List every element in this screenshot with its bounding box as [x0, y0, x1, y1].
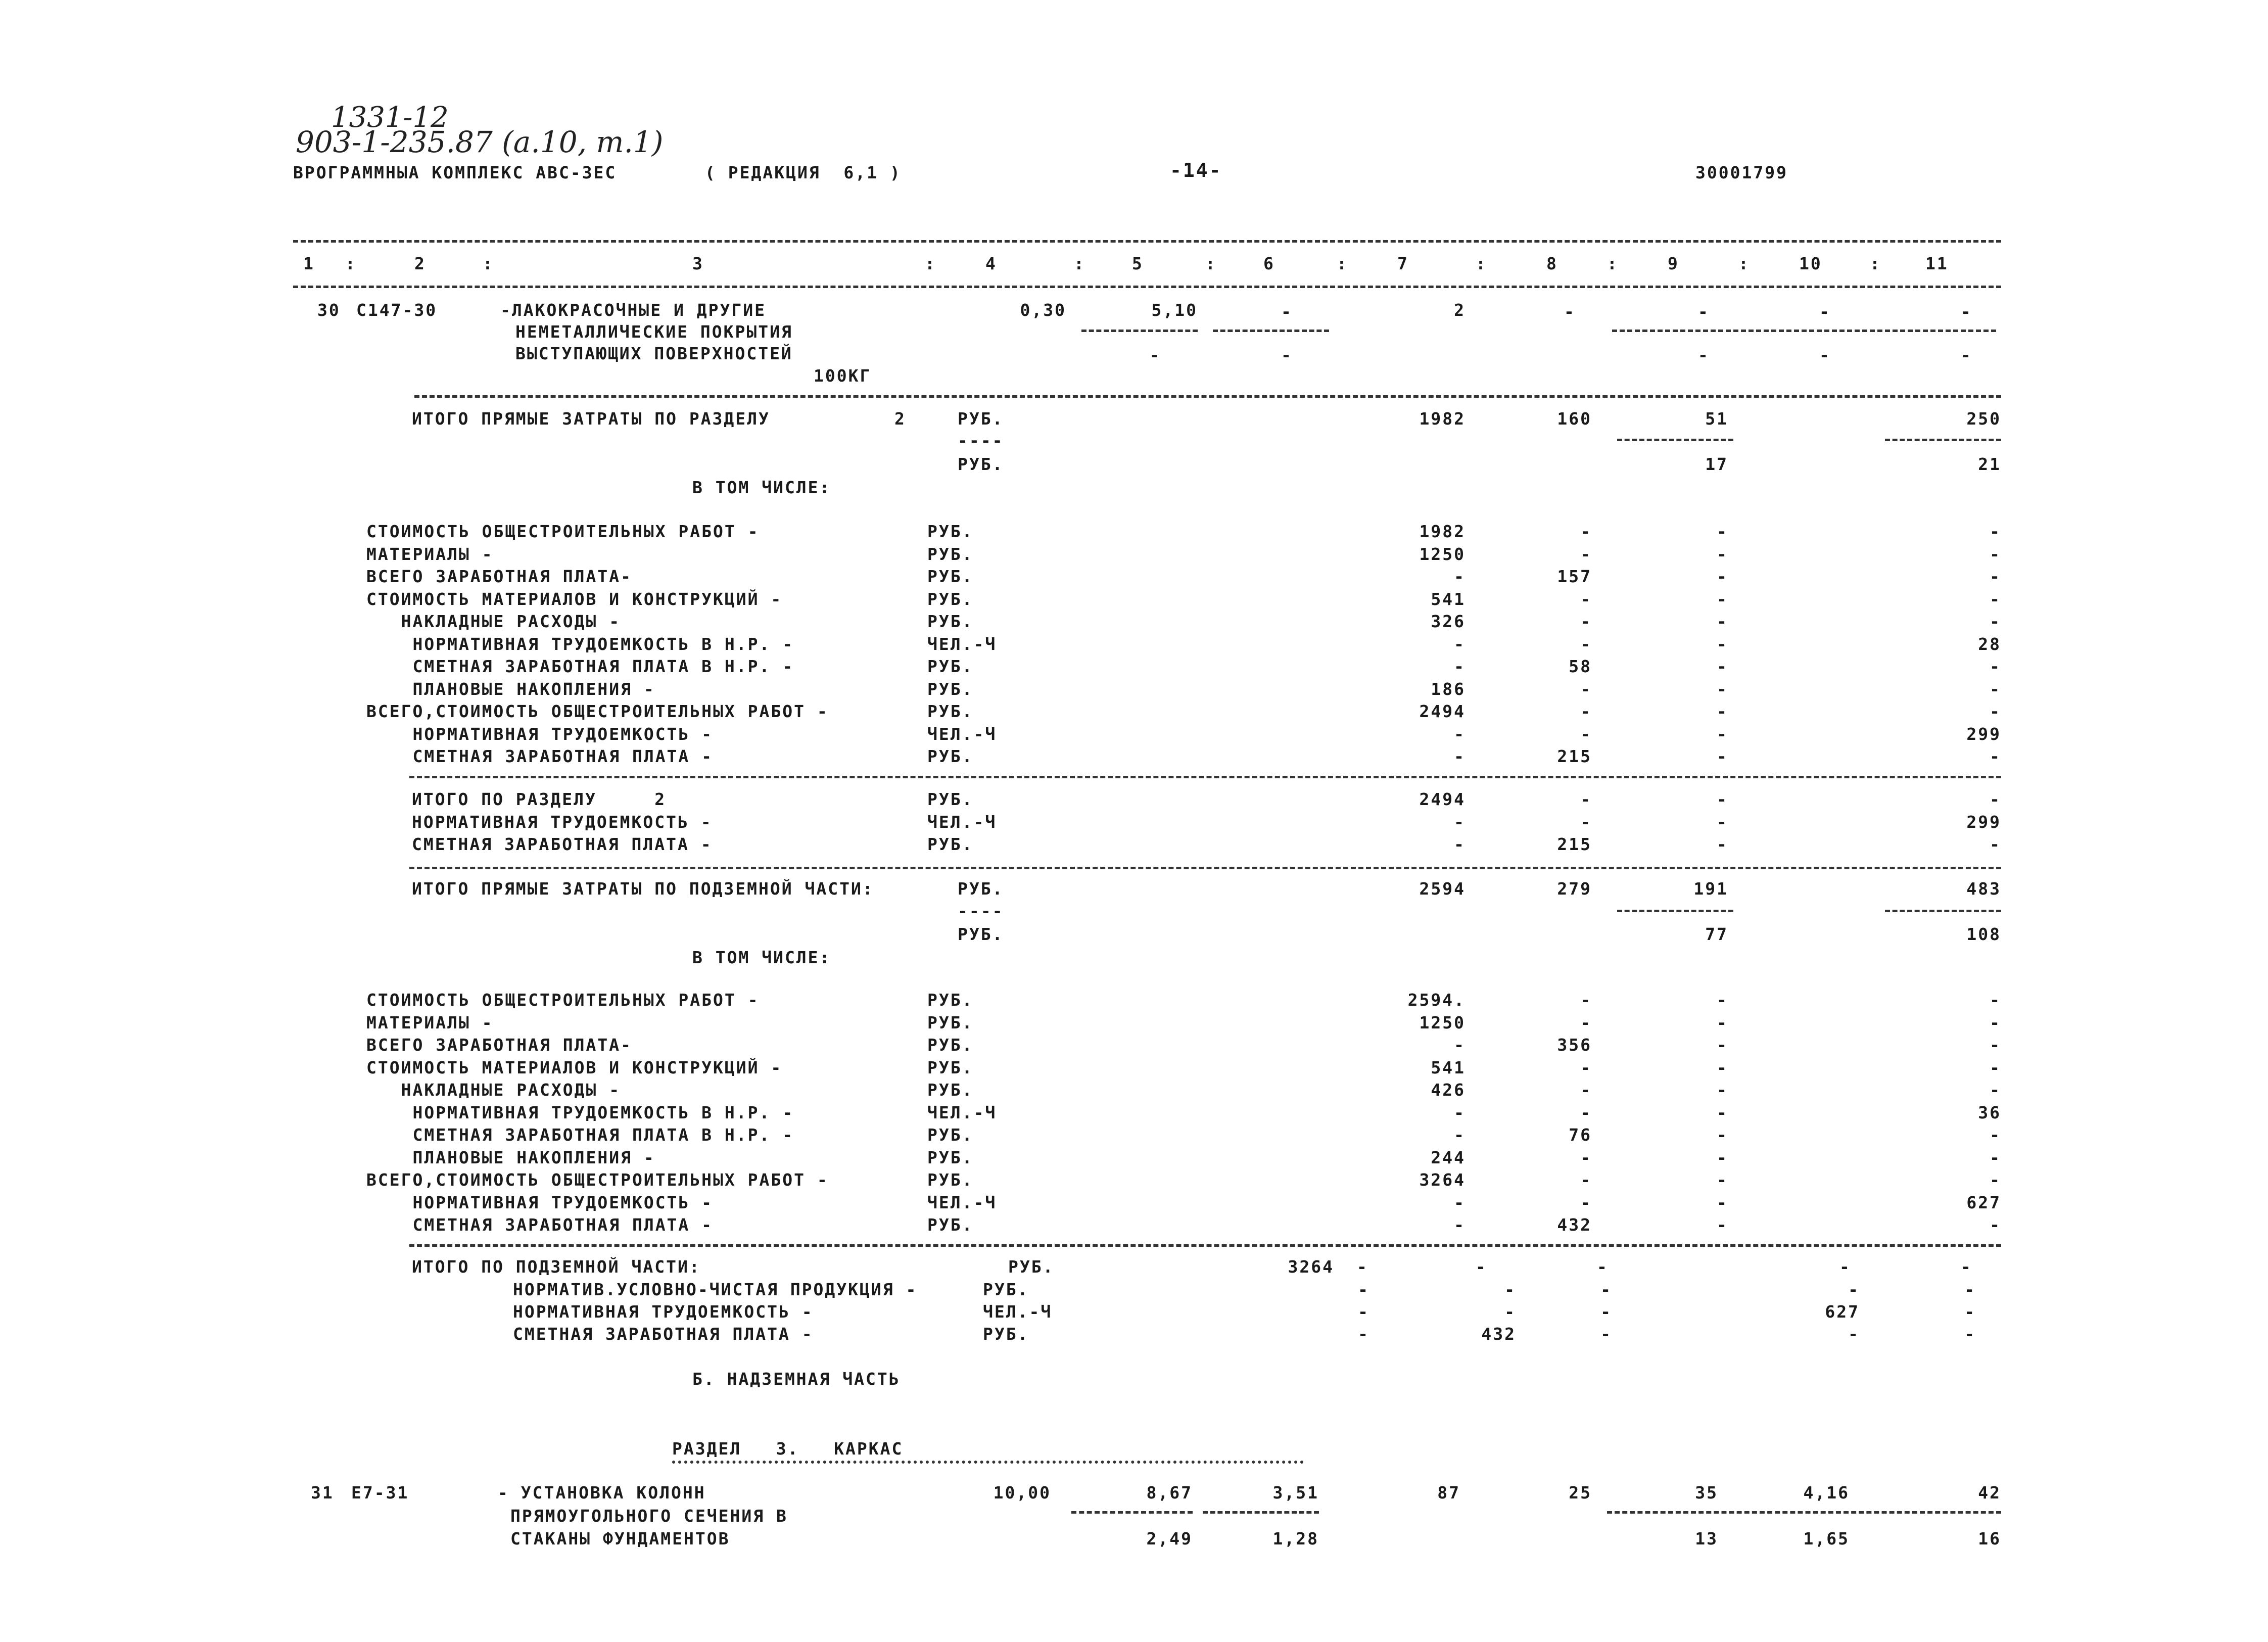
row-unit: РУБ.	[927, 1035, 974, 1055]
cell-col8: 25	[1569, 1483, 1592, 1503]
cell-col7: 2	[1454, 300, 1466, 320]
cell-col9: -	[1717, 1125, 1728, 1145]
cell-col11: -	[1990, 1057, 2001, 1077]
cell-col9: -	[1600, 1302, 1612, 1322]
dashes: ----	[958, 901, 1004, 921]
column-header: 9	[1668, 254, 1679, 273]
cell-col7: -	[1454, 634, 1466, 654]
cell-col10: -	[1839, 1257, 1851, 1277]
cell-col6: 3264	[1288, 1257, 1334, 1277]
cell-col8: -	[1580, 724, 1592, 744]
column-header: 6	[1263, 254, 1275, 273]
split-rule	[1213, 330, 1329, 332]
cell-col9: -	[1717, 612, 1728, 631]
cell-col11: 250	[1966, 409, 2001, 429]
cell-col11: -	[1990, 834, 2001, 854]
section-rule	[409, 776, 2001, 778]
cell-col8: 76	[1569, 1125, 1592, 1145]
split-rule	[1885, 439, 2001, 441]
cell-col11: 28	[1978, 634, 2001, 654]
cell-col7: -	[1357, 1257, 1368, 1277]
cell-col9: -	[1717, 656, 1728, 676]
cell-col11: -	[1990, 701, 2001, 721]
cell-col11: 42	[1978, 1483, 2001, 1503]
underground-total-label: ИТОГО ПРЯМЫЕ ЗАТРАТЫ ПО ПОДЗЕМНОЙ ЧАСТИ:	[412, 879, 874, 899]
row-unit: РУБ.	[927, 789, 974, 809]
row-unit: 100КГ	[814, 366, 872, 386]
handwritten-sheet-number: 1331-12	[331, 101, 449, 134]
cell-col6: -	[1281, 302, 1291, 321]
cell-col11: -	[1990, 679, 2001, 699]
row-code: Е7-31	[351, 1483, 409, 1503]
row-label: СМЕТНАЯ ЗАРАБОТНАЯ ПЛАТА -	[366, 1215, 714, 1235]
cell-col8: 157	[1557, 567, 1592, 586]
cell-col11: 36	[1978, 1102, 2001, 1122]
row-unit: РУБ.	[927, 1125, 974, 1145]
cell-col10: -	[1848, 1324, 1860, 1344]
row-unit: РУБ.	[927, 990, 974, 1010]
cell-col9: -	[1717, 746, 1728, 766]
dashes: ----	[958, 431, 1004, 450]
cell-col9: -	[1717, 679, 1728, 699]
row-unit: РУБ.	[927, 612, 974, 631]
cell-col11: 627	[1966, 1192, 2001, 1212]
cell-col9: -	[1717, 990, 1728, 1010]
split-rule	[1617, 439, 1733, 441]
cell-col9: -	[1717, 834, 1728, 854]
row-label: ПЛАНОВЫЕ НАКОПЛЕНИЯ -	[366, 1147, 655, 1167]
cell-col8: 432	[1481, 1324, 1516, 1344]
cell-col9: -	[1717, 1147, 1728, 1167]
row-label: СМЕТНАЯ ЗАРАБОТНАЯ ПЛАТА -	[412, 834, 713, 854]
cell-col8: 160	[1557, 409, 1592, 429]
cell-col11: -	[1990, 1080, 2001, 1100]
cell-col11: 299	[1966, 812, 2001, 832]
cell-col8: -	[1580, 701, 1592, 721]
column-separator: :	[345, 254, 357, 273]
cell-col11: 16	[1978, 1529, 2001, 1549]
row-label: СТОИМОСТЬ МАТЕРИАЛОВ И КОНСТРУКЦИЙ -	[366, 1057, 783, 1077]
cell-col9: -	[1717, 544, 1728, 564]
cell-col9: -	[1717, 1192, 1728, 1212]
cell-col8: -	[1476, 1257, 1487, 1277]
cell-col7: -	[1454, 1192, 1466, 1212]
column-header: 4	[985, 254, 997, 273]
cell-col11: -	[1990, 1170, 2001, 1190]
cell-col11: -	[1990, 1035, 2001, 1055]
column-separator: :	[1337, 254, 1348, 273]
cell-col7: -	[1358, 1324, 1369, 1344]
cell-col11: -	[1990, 1147, 2001, 1167]
row-unit: РУБ.	[983, 1280, 1029, 1299]
column-header: 1	[303, 254, 315, 273]
cell-col7: -	[1454, 746, 1466, 766]
cell-col9: -	[1600, 1280, 1612, 1299]
cell-col8: -	[1580, 1102, 1592, 1122]
cell-col7: 426	[1431, 1080, 1466, 1100]
row-unit: РУБ.	[927, 1012, 974, 1033]
cell-col9: -	[1717, 567, 1728, 586]
row-unit: РУБ.	[927, 679, 974, 699]
cell-col8: 356	[1557, 1035, 1592, 1055]
split-rule	[1203, 1511, 1319, 1514]
row-label: ВСЕГО ЗАРАБОТНАЯ ПЛАТА-	[366, 567, 632, 586]
cell-col11: 299	[1966, 724, 2001, 744]
split-rule	[1071, 1511, 1193, 1514]
cell-col7: 244	[1431, 1147, 1466, 1167]
row-label: СТОИМОСТЬ ОБЩЕСТРОИТЕЛЬНЫХ РАБОТ -	[366, 522, 760, 541]
cell-col11: -	[1990, 1012, 2001, 1033]
cell-col9: -	[1717, 1035, 1728, 1055]
cell-col9: -	[1600, 1324, 1612, 1344]
row-unit: РУБ.	[927, 656, 974, 676]
cell-col7: -	[1358, 1280, 1369, 1299]
section-total-label: ИТОГО ПРЯМЫЕ ЗАТРАТЫ ПО РАЗДЕЛУ	[412, 409, 770, 429]
section-double-rule	[672, 1461, 1304, 1464]
subheading: В ТОМ ЧИСЛЕ:	[692, 948, 831, 967]
row-unit: РУБ.	[927, 567, 974, 586]
unit: РУБ.	[958, 879, 1004, 899]
cell-col11: -	[1990, 567, 2001, 586]
split-rule	[1617, 910, 1733, 912]
cell-col9: -	[1717, 634, 1728, 654]
cell-col7: 186	[1431, 679, 1466, 699]
column-header: 5	[1132, 254, 1144, 273]
column-header: 10	[1799, 254, 1822, 273]
document-code: 30001799	[1695, 163, 1788, 182]
row-code: С147-30	[356, 300, 438, 320]
row-unit: РУБ.	[927, 1057, 974, 1077]
row-label: НОРМАТИВНАЯ ТРУДОЕМКОСТЬ -	[366, 724, 714, 744]
cell-col9: 77	[1705, 924, 1728, 944]
table-header-rule	[293, 286, 2001, 288]
cell-col7: 326	[1431, 612, 1466, 631]
row-label: ВСЕГО,СТОИМОСТЬ ОБЩЕСТРОИТЕЛЬНЫХ РАБОТ -	[366, 701, 829, 721]
cell-col7: 1250	[1419, 544, 1466, 564]
cell-col7: 87	[1437, 1483, 1460, 1503]
row-unit: РУБ.	[927, 701, 974, 721]
cell-col7: -	[1454, 1035, 1466, 1055]
column-header: 8	[1546, 254, 1558, 273]
cell-col11: -	[1990, 1125, 2001, 1145]
cell-col10: 4,16	[1803, 1483, 1850, 1503]
cell-col11: -	[1990, 746, 2001, 766]
row-label: МАТЕРИАЛЫ -	[366, 1012, 494, 1033]
row-number: 31	[311, 1483, 334, 1503]
column-separator: :	[1074, 254, 1085, 273]
cell-col9: 51	[1705, 409, 1728, 429]
cell-col7: 541	[1431, 1057, 1466, 1077]
section-rule	[409, 867, 2001, 869]
row-label: НОРМАТИВНАЯ ТРУДОЕМКОСТЬ В Н.Р. -	[366, 634, 794, 654]
cell-col6: 1,28	[1272, 1529, 1319, 1549]
row-label: СТОИМОСТЬ ОБЩЕСТРОИТЕЛЬНЫХ РАБОТ -	[366, 990, 760, 1010]
cell-col11: -	[1990, 990, 2001, 1010]
cell-col8: -	[1580, 634, 1592, 654]
cell-col11: -	[1990, 544, 2001, 564]
cell-col11: -	[1961, 302, 1971, 321]
column-separator: :	[925, 254, 936, 273]
split-rule	[1607, 1511, 2001, 1514]
cell-col4: 0,30	[1020, 300, 1066, 320]
cell-col8: 58	[1569, 656, 1592, 676]
program-name: ВРОГРАММНЫА КОМПЛЕКС АВС-3ЕС	[293, 163, 617, 182]
row-unit: РУБ.	[927, 522, 974, 541]
row-label: НОРМАТИВНАЯ ТРУДОЕМКОСТЬ -	[412, 812, 713, 832]
row-unit: РУБ.	[927, 544, 974, 564]
table-top-rule	[293, 240, 2001, 243]
cell-col5-lower: -	[1150, 345, 1160, 365]
cell-col8: 279	[1557, 879, 1592, 899]
cell-col7: 2494	[1419, 789, 1466, 809]
unit: РУБ.	[1008, 1257, 1055, 1277]
column-header: 7	[1397, 254, 1409, 273]
cell-col11: -	[1964, 1324, 1976, 1344]
column-separator: :	[1738, 254, 1750, 273]
cell-col11: -	[1964, 1280, 1976, 1299]
cell-col11: 483	[1966, 879, 2001, 899]
cell-col9: -	[1717, 701, 1728, 721]
cell-col5: 8,67	[1146, 1483, 1193, 1503]
cell-col8: -	[1580, 1170, 1592, 1190]
row-unit: РУБ.	[927, 589, 974, 609]
row-label: СТОИМОСТЬ МАТЕРИАЛОВ И КОНСТРУКЦИЙ -	[366, 589, 783, 609]
cell-col9: -	[1717, 522, 1728, 541]
row-label: НАКЛАДНЫЕ РАСХОДЫ -	[366, 1080, 621, 1100]
column-separator: :	[1205, 254, 1217, 273]
row-description: -ЛАКОКРАСОЧНЫЕ И ДРУГИЕ	[500, 300, 766, 320]
cell-col9: -	[1597, 1257, 1609, 1277]
section-rule	[409, 1244, 2001, 1247]
cell-col9: -	[1717, 1057, 1728, 1077]
row-unit: РУБ.	[927, 834, 974, 854]
row-label: НОРМАТИВ.УСЛОВНО-ЧИСТАЯ ПРОДУКЦИЯ -	[513, 1280, 918, 1299]
row-unit: ЧЕЛ.-Ч	[927, 812, 997, 832]
cell-col8: -	[1580, 522, 1592, 541]
cell-col8: 432	[1557, 1215, 1592, 1235]
section-rule	[414, 395, 2001, 398]
section-number: 2	[894, 409, 906, 429]
cell-col5: 5,10	[1151, 300, 1198, 320]
cell-col8: -	[1580, 789, 1592, 809]
column-header: 3	[692, 254, 704, 273]
row-description: - УСТАНОВКА КОЛОНН	[498, 1483, 706, 1503]
row-description: ВЫСТУПАЮЩИХ ПОВЕРХНОСТЕЙ	[515, 344, 793, 363]
row-unit: ЧЕЛ.-Ч	[927, 724, 997, 744]
row-unit: ЧЕЛ.-Ч	[927, 634, 997, 654]
row-label: НОРМАТИВНАЯ ТРУДОЕМКОСТЬ В Н.Р. -	[366, 1102, 794, 1122]
cell-col9: -	[1717, 589, 1728, 609]
row-unit: РУБ.	[983, 1324, 1029, 1344]
cell-col11: -	[1990, 612, 2001, 631]
part-title: Б. НАДЗЕМНАЯ ЧАСТЬ	[692, 1369, 901, 1389]
cell-col11: -	[1990, 656, 2001, 676]
cell-col11: -	[1990, 789, 2001, 809]
row-label: СМЕТНАЯ ЗАРАБОТНАЯ ПЛАТА -	[366, 746, 714, 766]
cell-col10-lower: -	[1819, 345, 1829, 365]
row-label: СМЕТНАЯ ЗАРАБОТНАЯ ПЛАТА В Н.Р. -	[366, 656, 794, 676]
cell-col7: -	[1454, 1102, 1466, 1122]
cell-col8: 215	[1557, 834, 1592, 854]
cell-col10: 1,65	[1803, 1529, 1850, 1549]
column-separator: :	[1870, 254, 1881, 273]
cell-col8: -	[1580, 1057, 1592, 1077]
row-label: ВСЕГО,СТОИМОСТЬ ОБЩЕСТРОИТЕЛЬНЫХ РАБОТ -	[366, 1170, 829, 1190]
cell-col7: -	[1454, 567, 1466, 586]
cell-col9: -	[1717, 789, 1728, 809]
column-separator: :	[483, 254, 494, 273]
cell-col7: -	[1454, 812, 1466, 832]
column-separator: :	[1476, 254, 1487, 273]
row-label: НАКЛАДНЫЕ РАСХОДЫ -	[366, 612, 621, 631]
cell-col10: -	[1819, 302, 1829, 321]
row-unit: ЧЕЛ.-Ч	[927, 1102, 997, 1122]
subheading: В ТОМ ЧИСЛЕ:	[692, 478, 831, 497]
cell-col6: 3,51	[1272, 1483, 1319, 1503]
cell-col7: 541	[1431, 589, 1466, 609]
cell-col6-lower: -	[1281, 345, 1291, 365]
cell-col8: 215	[1557, 746, 1592, 766]
row-label: ИТОГО ПО РАЗДЕЛУ 2	[412, 789, 667, 809]
cell-col9: 13	[1695, 1529, 1718, 1549]
row-unit: РУБ.	[927, 1170, 974, 1190]
column-header: 2	[414, 254, 426, 273]
row-label: СМЕТНАЯ ЗАРАБОТНАЯ ПЛАТА -	[513, 1324, 814, 1344]
row-label: МАТЕРИАЛЫ -	[366, 544, 494, 564]
cell-col11: 21	[1978, 454, 2001, 474]
cell-col9: -	[1717, 812, 1728, 832]
cell-col7: -	[1454, 724, 1466, 744]
cell-col7: 1982	[1419, 409, 1466, 429]
row-label: СМЕТНАЯ ЗАРАБОТНАЯ ПЛАТА В Н.Р. -	[366, 1125, 794, 1145]
cell-col9: 191	[1693, 879, 1728, 899]
cell-col9: -	[1717, 724, 1728, 744]
row-label: ПЛАНОВЫЕ НАКОПЛЕНИЯ -	[366, 679, 655, 699]
cell-col8: -	[1580, 990, 1592, 1010]
row-label: ВСЕГО ЗАРАБОТНАЯ ПЛАТА-	[366, 1035, 632, 1055]
row-unit: РУБ.	[927, 1147, 974, 1167]
row-description: НЕМЕТАЛЛИЧЕСКИЕ ПОКРЫТИЯ	[515, 322, 793, 342]
cell-col8: -	[1580, 1080, 1592, 1100]
cell-col9: -	[1717, 1215, 1728, 1235]
cell-col7: -	[1454, 1215, 1466, 1235]
cell-col9: -	[1717, 1012, 1728, 1033]
cell-col7: 2494	[1419, 701, 1466, 721]
cell-col9: 17	[1705, 454, 1728, 474]
unit: РУБ.	[958, 409, 1004, 429]
cell-col7: 1982	[1419, 522, 1466, 541]
row-unit: ЧЕЛ.-Ч	[927, 1192, 997, 1212]
cell-col4: 10,00	[993, 1483, 1051, 1503]
split-rule	[1081, 330, 1198, 332]
cell-col7: 2594.	[1407, 990, 1466, 1010]
row-unit: РУБ.	[927, 746, 974, 766]
row-label: НОРМАТИВНАЯ ТРУДОЕМКОСТЬ -	[366, 1192, 714, 1212]
split-rule	[1885, 910, 2001, 912]
edition-label: ( РЕДАКЦИЯ 6,1 )	[705, 163, 902, 182]
cell-col11-lower: -	[1961, 345, 1971, 365]
page-number: -14-	[1170, 159, 1222, 181]
cell-col7: 2594	[1419, 879, 1466, 899]
column-header: 11	[1925, 254, 1949, 273]
cell-col9-lower: -	[1698, 345, 1708, 365]
cell-col7: -	[1454, 1125, 1466, 1145]
cell-col10: -	[1848, 1280, 1860, 1299]
row-unit: РУБ.	[927, 1215, 974, 1235]
cell-col8: -	[1580, 1147, 1592, 1167]
cell-col5: 2,49	[1146, 1529, 1193, 1549]
cell-col8: -	[1580, 544, 1592, 564]
cell-col8: -	[1580, 812, 1592, 832]
cell-col8: -	[1564, 302, 1574, 321]
cell-col11: -	[1964, 1302, 1976, 1322]
cell-col10: 627	[1825, 1302, 1860, 1322]
section-title: РАЗДЕЛ 3. КАРКАС	[672, 1439, 904, 1459]
cell-col7: 1250	[1419, 1012, 1466, 1033]
column-separator: :	[1607, 254, 1619, 273]
cell-col7: 3264	[1419, 1170, 1466, 1190]
cell-col8: -	[1580, 612, 1592, 631]
row-description: ПРЯМОУГОЛЬНОГО СЕЧЕНИЯ В	[510, 1506, 788, 1526]
cell-col8: -	[1504, 1302, 1516, 1322]
cell-col9: 35	[1695, 1483, 1718, 1503]
cell-col9: -	[1698, 302, 1708, 321]
unit: РУБ.	[958, 924, 1004, 944]
cell-col8: -	[1504, 1280, 1516, 1299]
row-label: НОРМАТИВНАЯ ТРУДОЕМКОСТЬ -	[513, 1302, 814, 1322]
cell-col11: -	[1990, 1215, 2001, 1235]
cell-col9: -	[1717, 1080, 1728, 1100]
cell-col11: -	[1990, 522, 2001, 541]
cell-col7: -	[1454, 656, 1466, 676]
cell-col7: -	[1358, 1302, 1369, 1322]
unit: РУБ.	[958, 454, 1004, 474]
cell-col11: -	[1990, 589, 2001, 609]
row-unit: РУБ.	[927, 1080, 974, 1100]
split-rule	[1612, 330, 1996, 332]
cell-col8: -	[1580, 589, 1592, 609]
cell-col9: -	[1717, 1170, 1728, 1190]
row-number: 30	[317, 300, 341, 320]
cell-col8: -	[1580, 1012, 1592, 1033]
cell-col9: -	[1717, 1102, 1728, 1122]
cell-col8: -	[1580, 679, 1592, 699]
final-total-label: ИТОГО ПО ПОДЗЕМНОЙ ЧАСТИ:	[412, 1257, 701, 1277]
cell-col7: -	[1454, 834, 1466, 854]
cell-col11: 108	[1966, 924, 2001, 944]
row-unit: ЧЕЛ.-Ч	[983, 1302, 1053, 1322]
cell-col8: -	[1580, 1192, 1592, 1212]
handwritten-project-code: 903-1-235.87 (a.10, т.1)	[296, 125, 664, 159]
row-description: СТАКАНЫ ФУНДАМЕНТОВ	[510, 1529, 730, 1549]
cell-col11: -	[1961, 1257, 1972, 1277]
